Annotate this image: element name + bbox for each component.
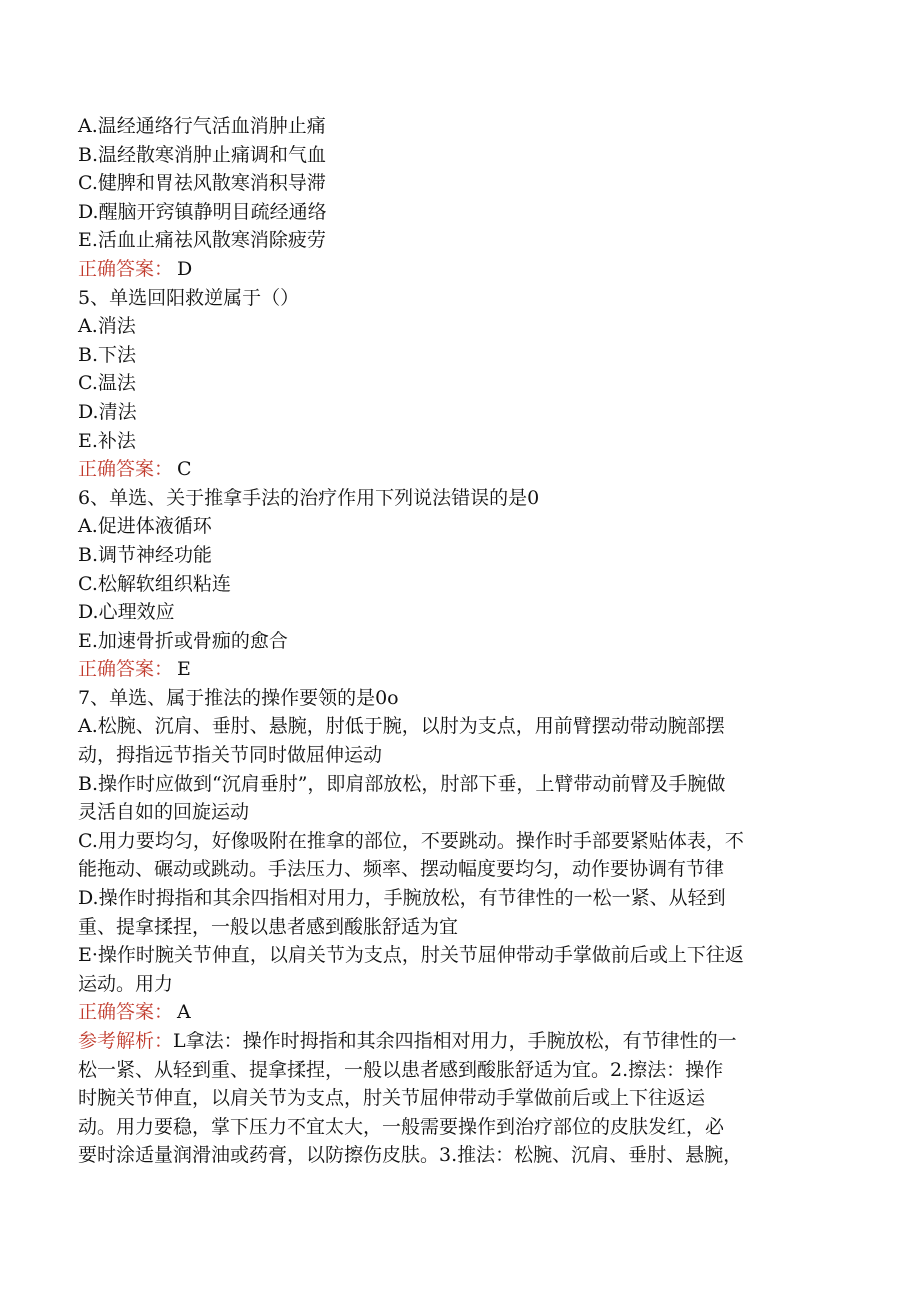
q7-option-line: B.操作时应做到“沉肩垂肘”，即肩部放松，肘部下垂，上臂带动前臂及手腕做 — [78, 772, 726, 795]
answer-label: 正确答案： — [78, 257, 174, 280]
q5-stem: 5、单选回阳救逆属于（） — [78, 286, 300, 309]
q4-answer — [78, 255, 858, 284]
explanation-text: L拿法：操作时拇指和其余四指相对用力，手腕放松，有节律性的一 — [173, 1030, 737, 1052]
explanation-label: 参考解析： — [78, 1030, 174, 1052]
q7-option-line: A.松腕、沉肩、垂肘、悬腕，肘低于腕，以肘为支点，用前臂摆动带动腕部摆 — [78, 715, 725, 738]
q7-option-line: 灵活自如的回旋运动 — [78, 801, 250, 824]
q7-option-line: E·操作时腕关节伸直，以肩关节为支点，肘关节屈伸带动手掌做前后或上下往返 — [78, 944, 744, 967]
q4-option-d: D.醒脑开窍镇静明目疏经通络 — [78, 200, 327, 223]
document-page — [78, 112, 858, 1170]
answer-value: C — [177, 458, 192, 481]
explanation-line: 时腕关节伸直，以肩关节为支点，肘关节屈伸带动手掌做前后或上下往返运 — [78, 1087, 706, 1110]
answer-value: D — [177, 257, 193, 280]
q7-option-line: 动，拇指远节指关节同时做屈伸运动 — [78, 744, 383, 767]
answer-value: A — [177, 1001, 191, 1024]
q7-option-line: 能拖动、碾动或跳动。手法压力、频率、摆动幅度要均匀，动作要协调有节律 — [78, 858, 725, 881]
q4-option-a: A.温经通络行气活血消肿止痛 — [78, 115, 326, 137]
q7-option-line: C.用力要均匀，好像吸附在推拿的部位，不要跳动。操作时手部要紧贴体表，不 — [78, 829, 744, 852]
q5-option-d: D.清法 — [78, 400, 137, 423]
q7-explanation-first-line — [78, 1027, 858, 1056]
q4-option-e: E.活血止痛祛风散寒消除疲劳 — [78, 229, 326, 252]
q7-option-line: 运动。用力 — [78, 972, 174, 995]
q6-option-a: A.促进体液循环 — [78, 515, 212, 538]
q6-answer — [78, 655, 858, 684]
q6-option-e: E.加速骨折或骨痂的愈合 — [78, 629, 288, 652]
q7-option-line: D.操作时拇指和其余四指相对用力，手腕放松，有节律性的一松一紧、从轻到 — [78, 887, 726, 910]
q4-options — [78, 112, 858, 255]
q6-option-d: D.心理效应 — [78, 601, 175, 624]
q6-stem: 6、单选、关于推拿手法的治疗作用下列说法错误的是0 — [78, 486, 540, 509]
q6-option-b: B.调节神经功能 — [78, 543, 213, 566]
q7-stem: 7、单选、属于推法的操作要领的是0o — [78, 686, 399, 709]
q5-option-e: E.补法 — [78, 429, 136, 452]
q7-option-line: 重、提拿揉捏，一般以患者感到酸胀舒适为宜 — [78, 915, 459, 938]
explanation-line: 要时涂适量润滑油或药膏，以防擦伤皮肤。3.推法：松腕、沉肩、垂肘、悬腕， — [78, 1144, 743, 1167]
explanation-line: 松一紧、从轻到重、提拿揉捏，一般以患者感到酸胀舒适为宜。2.擦法：操作 — [78, 1058, 724, 1081]
answer-label: 正确答案： — [78, 658, 174, 681]
q7-answer — [78, 998, 858, 1027]
q4-option-b: B.温经散寒消肿止痛调和气血 — [78, 143, 327, 166]
q5-option-b: B.下法 — [78, 343, 137, 366]
answer-label: 正确答案： — [78, 1001, 174, 1024]
answer-label: 正确答案： — [78, 458, 174, 481]
explanation-line: 动。用力要稳，掌下压力不宜太大，一般需要操作到治疗部位的皮肤发红，必 — [78, 1115, 725, 1138]
q5-answer — [78, 455, 858, 484]
q5-option-a: A.消法 — [78, 315, 136, 338]
q5-option-c: C.温法 — [78, 372, 136, 395]
q6-option-c: C.松解软组织粘连 — [78, 572, 231, 595]
q4-option-c: C.健脾和胃祛风散寒消积导滞 — [78, 172, 326, 195]
answer-value: E — [177, 658, 191, 681]
